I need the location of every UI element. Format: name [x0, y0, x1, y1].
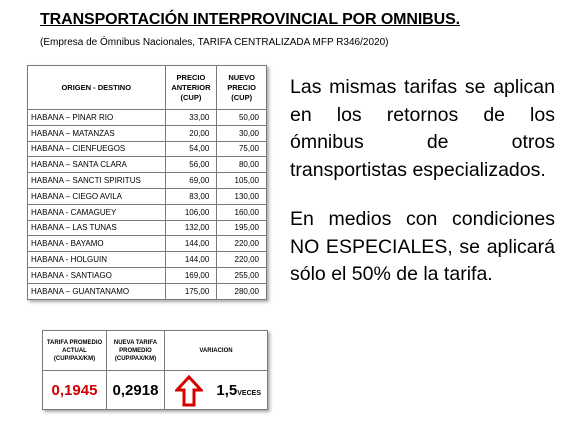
note-non-special: En medios con condiciones NO ESPECIALES, se aplicará sólo el 50% de la tarifa. [290, 208, 555, 285]
old-price-cell: 169,00 [165, 267, 217, 283]
route-cell: HABANA - SANTIAGO [28, 267, 166, 283]
old-price-cell: 175,00 [165, 283, 217, 299]
new-price-cell: 30,00 [217, 125, 267, 141]
summary-header-new-rate: NUEVA TARIFA PROMEDIO (CUP/PAX/KM) [107, 331, 165, 371]
table-row [28, 125, 267, 141]
summary-header-old-rate: TARIFA PROMEDIO ACTUAL (CUP/PAX/KM) [43, 331, 107, 371]
route-cell: HABANA – CIEGO AVILA [28, 188, 166, 204]
table-row [28, 173, 267, 189]
old-price-cell: 54,00 [165, 141, 217, 157]
new-price-cell: 160,00 [217, 204, 267, 220]
new-price-cell: 220,00 [217, 236, 267, 252]
page-subtitle: (Empresa de Ómnibus Nacionales, TARIFA CENTRALIZADA MFP R346/2020) [40, 37, 389, 48]
old-price-cell: 144,00 [165, 236, 217, 252]
variation-cell [165, 371, 268, 410]
route-cell: HABANA - CAMAGUEY [28, 204, 166, 220]
up-arrow-shape [177, 377, 201, 405]
old-price-cell: 20,00 [165, 125, 217, 141]
fare-table-header-row [28, 66, 267, 110]
variation-number: 1,5 [216, 382, 238, 399]
variation-unit: VECES [237, 390, 261, 397]
table-row [28, 236, 267, 252]
route-cell: HABANA – CIENFUEGOS [28, 141, 166, 157]
table-row [28, 110, 267, 126]
page-title: TRANSPORTACIÓN INTERPROVINCIAL POR OMNIBUS. [40, 11, 461, 28]
route-cell: HABANA – GUANTANAMO [28, 283, 166, 299]
new-price-cell: 195,00 [217, 220, 267, 236]
note-returns: Las mismas tarifas se aplican en los retornos de los ómnibus de otros transportistas especializados. [290, 76, 555, 181]
route-cell: HABANA – LAS TUNAS [28, 220, 166, 236]
route-cell: HABANA – SANCTI SPIRITUS [28, 173, 166, 189]
column-header-new-price: NUEVO PRECIO (CUP) [217, 66, 267, 110]
new-rate-value: 0,2918 [107, 371, 165, 410]
old-price-cell: 106,00 [165, 204, 217, 220]
table-row [28, 157, 267, 173]
route-cell: HABANA - HOLGUIN [28, 252, 166, 268]
table-row [28, 141, 267, 157]
old-price-cell: 33,00 [165, 110, 217, 126]
table-row [28, 220, 267, 236]
summary-value-row [43, 371, 268, 410]
new-price-cell: 130,00 [217, 188, 267, 204]
route-cell: HABANA – MATANZAS [28, 125, 166, 141]
new-price-cell: 50,00 [217, 110, 267, 126]
table-row [28, 204, 267, 220]
new-price-cell: 105,00 [217, 173, 267, 189]
old-price-cell: 56,00 [165, 157, 217, 173]
up-arrow-icon [175, 375, 203, 407]
new-price-cell: 280,00 [217, 283, 267, 299]
old-price-cell: 132,00 [165, 220, 217, 236]
new-price-cell: 75,00 [217, 141, 267, 157]
column-header-route: ORIGEN - DESTINO [28, 66, 166, 110]
table-row [28, 283, 267, 299]
table-row [28, 188, 267, 204]
table-row [28, 252, 267, 268]
new-price-cell: 255,00 [217, 267, 267, 283]
old-price-cell: 69,00 [165, 173, 217, 189]
route-cell: HABANA - BAYAMO [28, 236, 166, 252]
summary-table [42, 330, 268, 410]
column-header-old-price: PRECIO ANTERIOR (CUP) [165, 66, 217, 110]
route-cell: HABANA – PINAR RIO [28, 110, 166, 126]
variation-value [216, 382, 261, 399]
summary-header-row [43, 331, 268, 371]
old-rate-value: 0,1945 [43, 371, 107, 410]
route-cell: HABANA – SANTA CLARA [28, 157, 166, 173]
new-price-cell: 80,00 [217, 157, 267, 173]
old-price-cell: 144,00 [165, 252, 217, 268]
new-price-cell: 220,00 [217, 252, 267, 268]
old-price-cell: 83,00 [165, 188, 217, 204]
summary-header-variation: VARIACION [165, 331, 268, 371]
fare-table [27, 65, 267, 300]
table-row [28, 267, 267, 283]
